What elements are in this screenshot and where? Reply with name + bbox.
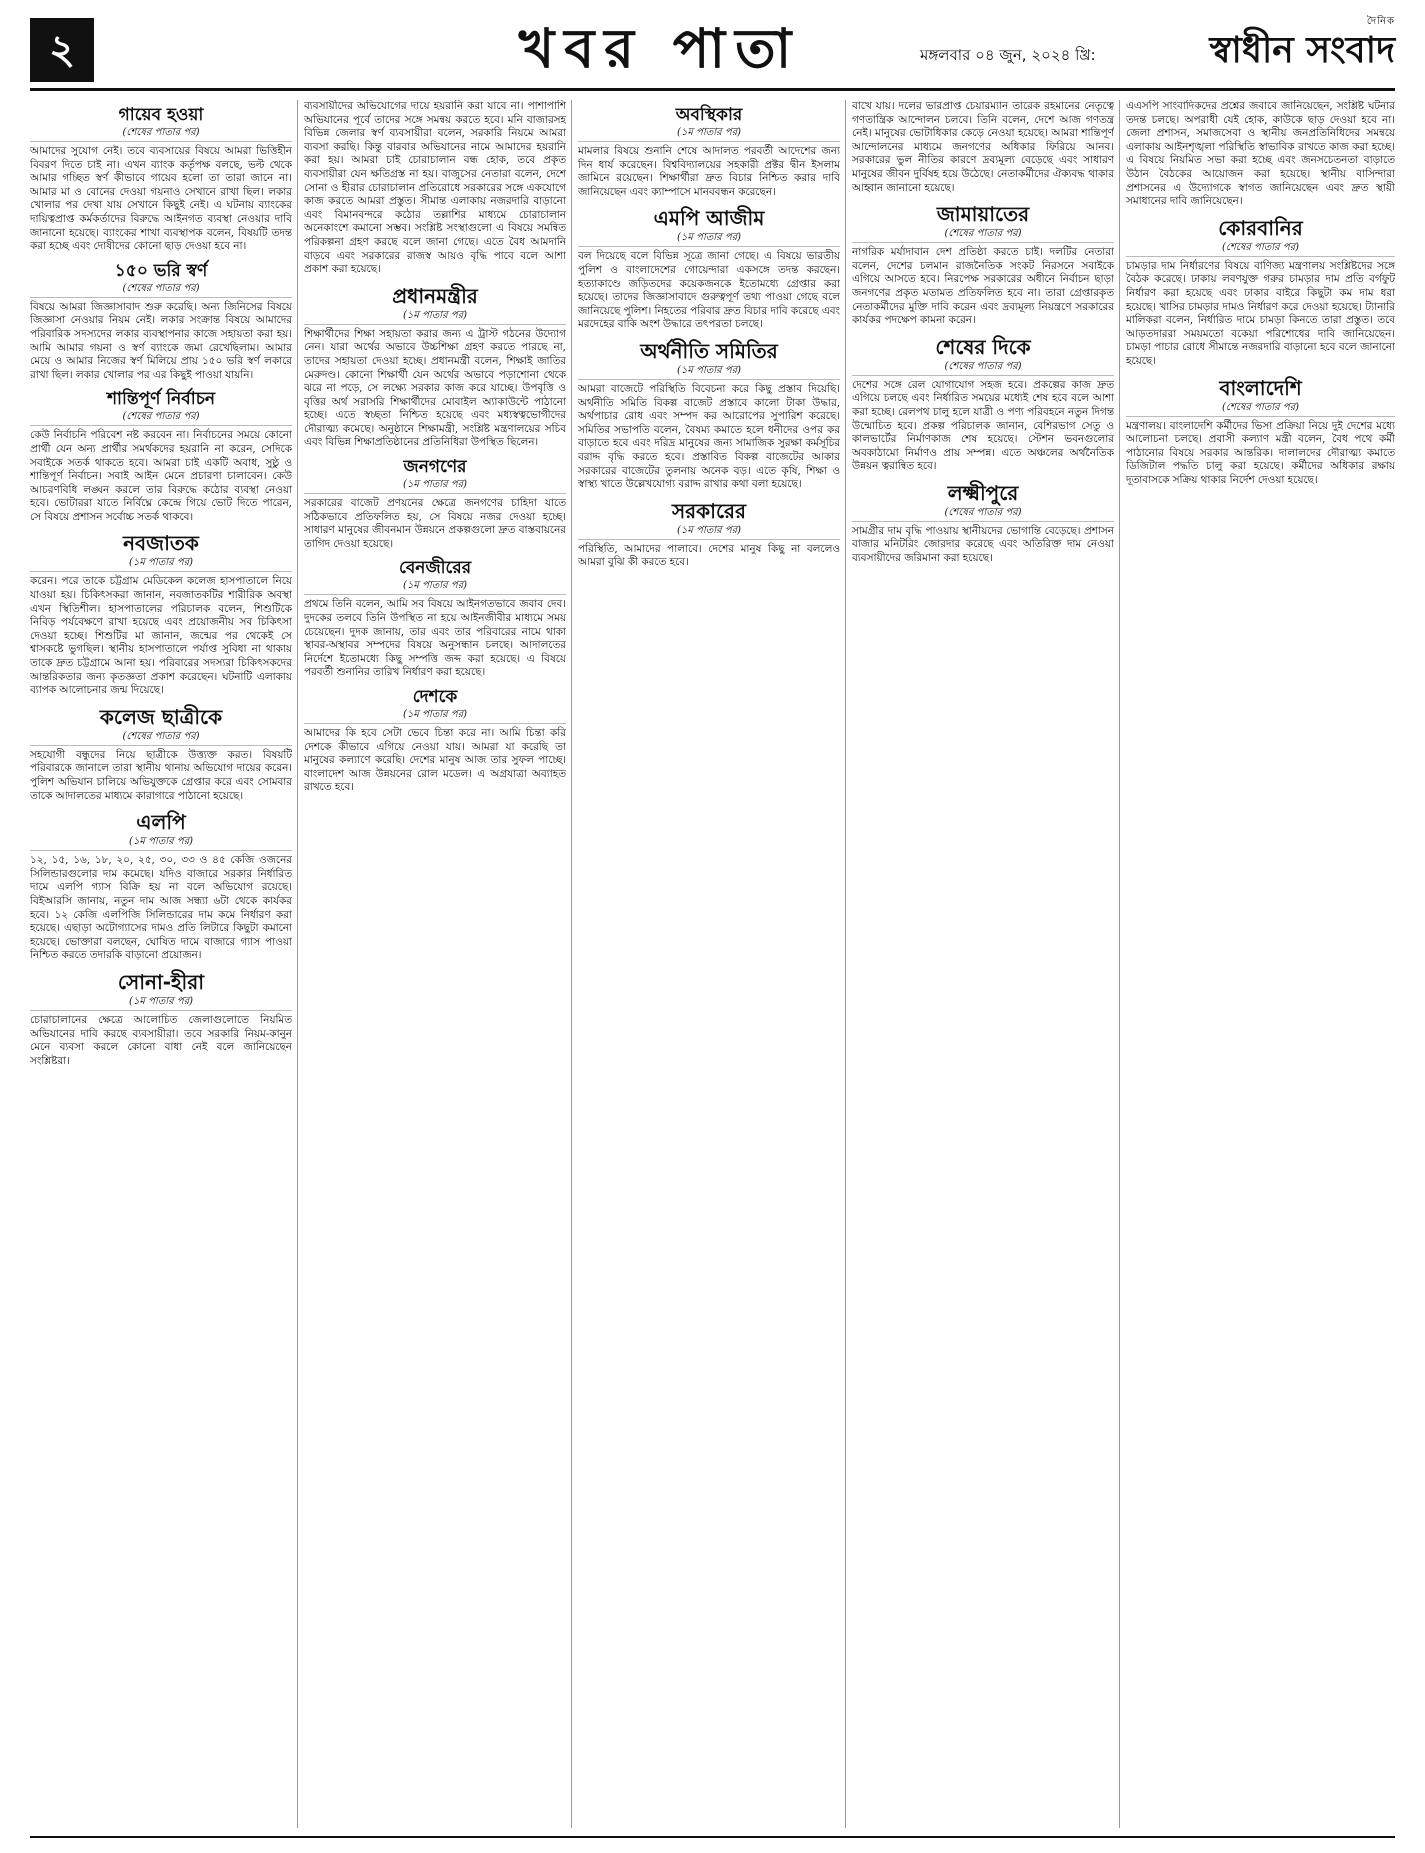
story-body: সহযোগী বন্ধুদের নিয়ে ছাত্রীকে উত্ত্যক্ত করত। বিষয়টি পরিবারকে জানালে তারা স্থানীয় থানায় অভিযোগ দায়ের করেন। পুলিশ অভিযান চালিয়ে অভিযুক্তকে গ্রেপ্তার করে এবং সোমবার তাকে আদালতের মাধ্যমে কারাগারে পাঠানো হয়েছে।: [30, 748, 292, 802]
story-heading: নবজাতক: [123, 531, 199, 556]
story-korbani: [1126, 215, 1395, 369]
story-heading: প্রধানমন্ত্রীর: [392, 283, 478, 308]
story-jump: (১ম পাতার পর): [30, 556, 292, 572]
story-top4: [852, 100, 1114, 195]
section-title: খবর পাতা: [518, 17, 802, 80]
story-body: সরকারের বাজেট প্রণয়নের ক্ষেত্রে জনগণের চাহিদা যাতে সঠিকভাবে প্রতিফলিত হয়, সে বিষয়ে নজর দেওয়া হচ্ছে। সাধারণ মানুষের জীবনমান উন্নয়নে প্রকল্পগুলো দ্রুত বাস্তবায়নের তাগিদ দেওয়া হয়েছে।: [304, 497, 566, 550]
story-top5: [1126, 100, 1395, 209]
story-body: মামলার বিষয়ে শুনানি শেষে আদালত পরবর্তী আদেশের জন্য দিন ধার্য করেছেন। বিশ্ববিদ্যালয়ের সহকারী প্রক্টর দ্বীন ইসলাম জামিনে রয়েছেন। শিক্ষার্থীরা দ্রুত বিচার নিশ্চিত করার দাবি জানিয়েছেন এবং ক্যাম্পাসে মানববন্ধন করেছেন।: [578, 145, 840, 198]
story-heading: জামায়াতের: [936, 202, 1030, 227]
column-4: [852, 100, 1114, 1828]
story-jump: (১ম পাতার পর): [304, 579, 566, 595]
story-heading: লক্ষ্মীপুরে: [947, 480, 1019, 505]
footer-rule: [30, 1836, 1395, 1838]
story-heading: সোনা-হীরা: [117, 969, 205, 994]
story-lpg: [30, 809, 292, 963]
story-shesh: [852, 334, 1114, 474]
story-jonogon: [304, 456, 566, 551]
story-jump: (শেষের পাতার পর): [1126, 241, 1395, 257]
column-divider: [571, 100, 572, 1828]
story-lokkhi: [852, 480, 1114, 566]
story-orthoniti: [578, 338, 840, 492]
column-divider: [1119, 100, 1120, 1828]
story-heading: শেষের দিকে: [935, 334, 1031, 359]
story-desh: [304, 686, 566, 795]
story-body: বল দিয়েছে বলে বিভিন্ন সূত্রে জানা গেছে। এ বিষয়ে ভারতীয় পুলিশ ও বাংলাদেশের গোয়েন্দারা একসঙ্গে তদন্ত করছেন। হত্যাকাণ্ডে জড়িতদের কয়েকজনকে ইতোমধ্যে গ্রেপ্তার করা হয়েছে। তাদের জিজ্ঞাসাবাদে গুরুত্বপূর্ণ তথ্য পাওয়া গেছে বলে জানিয়েছে পুলিশ। নিহতের পরিবার দ্রুত বিচার দাবি করেছে এবং মরদেহের বাকি অংশ উদ্ধারে তৎপরতা চলছে।: [578, 250, 840, 331]
story-bd-task: [304, 100, 566, 277]
story-jump: (শেষের পাতার পর): [30, 126, 292, 142]
brand-kicker: দৈনিক: [1366, 16, 1395, 27]
story-heading: শান্তিপূর্ণ নির্বাচন: [106, 389, 216, 410]
story-body: কেউ নির্বাচনি পরিবেশ নষ্ট করবেন না। নির্বাচনের সময়ে কোনো প্রার্থী যেন অন্য প্রার্থীর সমর্থকদের হয়রানি না করেন, সেদিকে সবাইকে সতর্ক থাকতে হবে। আমরা চাই একটি অবাধ, সুষ্ঠু ও শান্তিপূর্ণ নির্বাচন। সবাই আইন মেনে প্রচারণা চালাবেন। কেউ আচরণবিধি লঙ্ঘন করলে তার বিরুদ্ধে কঠোর ব্যবস্থা নেওয়া হবে। ভোটাররা যাতে নির্বিঘ্নে কেন্দ্রে গিয়ে ভোট দিতে পারেন, সে বিষয়ে প্রশাসন সর্বোচ্চ সতর্ক থাকবে।: [30, 429, 292, 523]
column-2: [304, 100, 566, 1828]
story-prodhan: [304, 283, 566, 450]
story-jump: (শেষের পাতার পর): [852, 506, 1114, 522]
story-swarna: [30, 260, 292, 383]
story-body: প্রথমে তিনি বলেন, আমি সব বিষয়ে আইনগতভাবে জবাব দেব। দুদকের তলবে তিনি উপস্থিত না হয়ে আইনজীবীর মাধ্যমে সময় চেয়েছেন। দুদক জানায়, তার এবং তার পরিবারের নামে থাকা স্থাবর-অস্থাবর সম্পদের বিষয়ে অনুসন্ধান চলছে। আদালতের নির্দেশে ইতোমধ্যে কিছু সম্পত্তি জব্দ করা হয়েছে। এ বিষয়ে পরবর্তী শুনানির তারিখ নির্ধারণ করা হয়েছে।: [304, 598, 566, 679]
story-body: চামড়ার দাম নির্ধারণের বিষয়ে বাণিজ্য মন্ত্রণালয় সংশ্লিষ্টদের সঙ্গে বৈঠক করেছে। ঢাকায় লবণযুক্ত গরুর চামড়ার দাম প্রতি বর্গফুট নির্ধারণ করা হয়েছে এবং ঢাকার বাইরে কিছুটা কম দাম ধরা হয়েছে। খাসির চামড়ার দামও নির্ধারণ করে দেওয়া হয়েছে। ট্যানারি মালিকরা বলেন, নির্ধারিত দামে চামড়া কিনতে তারা প্রস্তুত। তবে আড়তদাররা সময়মতো বকেয়া পরিশোধের দাবি জানিয়েছেন। চামড়া পাচার রোধে সীমান্তে নজরদারি বাড়ানো হবে বলে জানানো হয়েছে।: [1126, 259, 1395, 367]
story-heading: অর্থনীতি সমিতির: [640, 338, 778, 363]
story-heading: এমপি আজীম: [653, 206, 765, 231]
page-number-badge: ২: [30, 18, 94, 82]
story-heading: গায়েব হওয়া: [118, 105, 204, 125]
story-body: মন্ত্রণালয়। বাংলাদেশি কর্মীদের ভিসা প্রক্রিয়া নিয়ে দুই দেশের মধ্যে আলোচনা চলছে। প্রবাসী কল্যাণ মন্ত্রী বলেন, বৈধ পথে কর্মী পাঠানোর বিষয়ে সরকার আন্তরিক। দালালদের দৌরাত্ম্য কমাতে ডিজিটাল পদ্ধতি চালু করা হয়েছে। কর্মীদের অধিকার রক্ষায় দূতাবাসকে সক্রিয় থাকার নির্দেশ দেওয়া হয়েছে।: [1126, 419, 1395, 486]
story-sona: [30, 969, 292, 1068]
story-body: বিষয়ে আমরা জিজ্ঞাসাবাদ শুরু করেছি। অন্য জিনিসের বিষয়ে জিজ্ঞাসা নেওয়ার নিয়ম নেই। লকার সংক্রান্ত বিষয়ে আমাদের পরিবারিক সদস্যদের লকার ব্যবস্থাপনার কাজে সহায়তা করা হয়। আমি আমার গয়না ও স্বর্ণ ব্যাংকে জমা রেখেছিলাম। আমার মেয়ে ও আমার নিজের স্বর্ণ মিলিয়ে প্রায় ১৫০ ভরি স্বর্ণ লকারে রাখা ছিল। লকার খোলার পর এর কিছুই পাওয়া যায়নি।: [30, 300, 292, 381]
story-body: সামগ্রীর দাম বৃদ্ধি পাওয়ায় স্থানীয়দের ভোগান্তি বেড়েছে। প্রশাসন বাজার মনিটরিং জোরদার করেছে এবং অতিরিক্ত দাম নেওয়া ব্যবসায়ীদের জরিমানা করা হয়েছে।: [852, 524, 1114, 565]
story-jump: (শেষের পাতার পর): [30, 410, 292, 426]
story-body: দেশের সঙ্গে রেল যোগাযোগ সহজ হবে। প্রকল্পের কাজ দ্রুত এগিয়ে চলছে এবং নির্ধারিত সময়ের মধ্যেই শেষ হবে বলে আশা করা হচ্ছে। রেলপথ চালু হলে যাত্রী ও পণ্য পরিবহনে নতুন দিগন্ত উন্মোচিত হবে। প্রকল্প পরিচালক জানান, বেশিরভাগ সেতু ও কালভার্টের নির্মাণকাজ শেষ হয়েছে। স্টেশন ভবনগুলোর অবকাঠামো নির্মাণও প্রায় সম্পন্ন। এতে অঞ্চলের অর্থনৈতিক উন্নয়ন ত্বরান্বিত হবে।: [852, 378, 1114, 473]
story-jump: (১ম পাতার পর): [304, 708, 566, 724]
story-body: আমরা বাজেটে পরিস্থিতি বিবেচনা করে কিছু প্রস্তাব দিয়েছি। অর্থনীতি সমিতি বিকল্প বাজেট প্রস্তাবে কালো টাকা উদ্ধার, অর্থপাচার রোধ এবং সম্পদ কর আরোপের সুপারিশ করেছে। সমিতির সভাপতি বলেন, বৈষম্য কমাতে হলে ধনীদের ওপর কর বাড়াতে হবে এবং দরিদ্র মানুষের জন্য সামাজিক সুরক্ষা কর্মসূচির বরাদ্দ বৃদ্ধি করতে হবে। প্রস্তাবিত বিকল্প বাজেটের আকার সরকারের বাজেটের তুলনায় অনেক বড়। এতে কৃষি, শিক্ষা ও স্বাস্থ্য খাতে উল্লেখযোগ্য বরাদ্দ রাখার কথা বলা হয়েছে।: [578, 382, 840, 491]
story-body: আমাদের কি হবে সেটা ভেবে চিন্তা করে না। আমি চিন্তা করি দেশকে কীভাবে এগিয়ে নেওয়া যায়। আমরা যা করেছি তা মানুষের কল্যাণে করেছি। দেশের মানুষ আজ তার সুফল পাচ্ছে। বাংলাদেশ আজ উন্নয়নের রোল মডেল। এ অগ্রযাত্রা অব্যাহত রাখতে হবে।: [304, 727, 566, 794]
story-body: ব্যবসায়ীদের অভিযোগের দায়ে হয়রানি করা যাবে না। পাশাপাশি অভিযানের পূর্বে তাদের সঙ্গে সমন্বয় করতে হবে। মনি বাজারসহ বিভিন্ন জেলার স্বর্ণ ব্যবসায়ীরা বলেন, সরকারি নিয়মে আমরা ব্যবসা করছি। কিন্তু বারবার অভিযানের নামে আমাদের হয়রানি করা হয়। আমরা চাই চোরাচালান বন্ধ হোক, তবে প্রকৃত ব্যবসায়ীরা যেন ক্ষতিগ্রস্ত না হয়। বাজুসের নেতারা বলেন, দেশে সোনা ও হীরার চোরাচালান প্রতিরোধে সরকারের সঙ্গে একযোগে কাজ করতে আমরা প্রস্তুত। সীমান্ত এলাকায় নজরদারি বাড়ানো এবং বিমানবন্দরে কঠোর তল্লাশির মাধ্যমে চোরাচালান অনেকাংশে কমানো সম্ভব। সংশ্লিষ্ট সংস্থাগুলো এ বিষয়ে সমন্বিত পরিকল্পনা গ্রহণ করছে বলে জানা গেছে। এতে বৈধ আমদানি বাড়বে এবং সরকারের রাজস্ব আয়ও বৃদ্ধি পাবে বলে আশা প্রকাশ করা হয়েছে।: [304, 100, 566, 276]
story-body: আমাদের সুযোগ নেই। তবে ব্যবসায়ের বিষয়ে আমরা ভিত্তিহীন বিবরণ দিতে চাই না। এখন ব্যাংক কর্তৃপক্ষ বলছে, ভল্ট থেকে আমার গচ্ছিত স্বর্ণ কীভাবে গায়েব হলো তা তারা জানে না। আমার মা ও বোনের দেওয়া গয়নাও সেখানে রাখা ছিল। লকার খোলার পর দেখা যায় সেখানে কিছুই নেই। এ ঘটনায় ব্যাংকের দায়িত্বপ্রাপ্ত কর্মকর্তাদের বিরুদ্ধে আইনগত ব্যবস্থা নেওয়ার দাবি জানানো হয়েছে। ব্যাংকের শাখা ব্যবস্থাপক বলেন, বিষয়টি তদন্ত করা হচ্ছে এবং দোষীদের কোনো ছাড় দেওয়া হবে না।: [30, 145, 292, 253]
story-body: ১২, ১৫, ১৬, ১৮, ২০, ২৫, ৩০, ৩৩ ও ৪৫ কেজি ওজনের সিলিন্ডারগুলোর দাম কমেছে। যদিও বাজারে সরকার নির্ধারিত দামে এলপি গ্যাস বিক্রি হয় না বলে অভিযোগ রয়েছে। বিইআরসি জানায়, নতুন দাম আজ সন্ধ্যা ৬টা থেকে কার্যকর হবে। ১২ কেজি এলপিজি সিলিন্ডারের দাম কমে নির্ধারণ করা হয়েছে। এছাড়া অটোগ্যাসের দামও প্রতি লিটারে কিছুটা কমানো হয়েছে। ভোক্তারা বলছেন, ঘোষিত দামে বাজারে গ্যাস পাওয়া নিশ্চিত করতে তদারকি বাড়ানো প্রয়োজন।: [30, 854, 292, 962]
story-jump: (১ম পাতার পর): [30, 995, 292, 1011]
story-jump: (শেষের পাতার পর): [30, 282, 292, 298]
story-jump: (শেষের পাতার পর): [852, 360, 1114, 376]
column-divider: [845, 100, 846, 1828]
story-heading: বাংলাদেশি: [1219, 375, 1302, 400]
story-college: [30, 704, 292, 803]
story-shanti: [30, 388, 292, 524]
issue-date: মঙ্গলবার ০৪ জুন, ২০২৪ খ্রি:: [920, 46, 1096, 64]
story-heading: কোরবানির: [1218, 215, 1303, 240]
column-3: [578, 100, 840, 1828]
story-body: নাগরিক মর্যাদাবান দেশ প্রতিষ্ঠা করতে চাই। দলটির নেতারা বলেন, দেশের চলমান রাজনৈতিক সংকট নিরসনে সবাইকে এগিয়ে আসতে হবে। নিরপেক্ষ সরকারের অধীনে নির্বাচন ছাড়া জনগণের প্রকৃত মতামত প্রতিফলিত হবে না। তারা গ্রেপ্তারকৃত নেতাকর্মীদের মুক্তি দাবি করেন এবং দ্রব্যমূল্য নিয়ন্ত্রণে সরকারের কার্যকর পদক্ষেপ কামনা করেন।: [852, 246, 1114, 327]
story-jump: (শেষের পাতার পর): [852, 227, 1114, 243]
story-benojir: [304, 557, 566, 680]
story-jump: (শেষের পাতার পর): [1126, 401, 1395, 417]
story-body: চোরাচালানের ক্ষেত্রে আলোচিত জেলাগুলোতে নিয়মিত অভিযানের দাবি করছে ব্যবসায়ীরা। তবে সরকারি নিয়ম-কানুন মেনে ব্যবসা করলে কোনো বাধা নেই বলে জানিয়েছেন সংশ্লিষ্টরা।: [30, 1013, 292, 1067]
story-obosthikar: [578, 104, 840, 199]
story-sorkar: [578, 498, 840, 570]
story-jump: (১ম পাতার পর): [30, 835, 292, 851]
column-5: [1126, 100, 1395, 1828]
story-heading: জনগণের: [403, 457, 467, 478]
story-jump: (১ম পাতার পর): [578, 364, 840, 380]
column-1: [30, 100, 292, 1828]
story-body: এএসপি সাংবাদিকদের প্রশ্নের জবাবে জানিয়েছেন, সংশ্লিষ্ট ঘটনার তদন্ত চলছে। অপরাধী যেই হোক, কাউকে ছাড় দেওয়া হবে না। জেলা প্রশাসন, সমাজসেবা ও স্থানীয় জনপ্রতিনিধিদের সমন্বয়ে এলাকায় আইনশৃঙ্খলা পরিস্থিতি স্বাভাবিক রাখতে কাজ করা হচ্ছে। এ বিষয়ে নিয়মিত সভা করা হচ্ছে এবং জনসচেতনতা বাড়াতে উঠান বৈঠকের আয়োজন করা হয়েছে। স্থানীয় বাসিন্দারা প্রশাসনের এ উদ্যোগকে স্বাগত জানিয়েছেন এবং দ্রুত স্থায়ী সমাধানের দাবি জানিয়েছেন।: [1126, 100, 1395, 208]
story-body: পরিস্থিতি, আমাদের পালাবে। দেশের মানুষ কিছু না বললেও আমরা বুঝি কী করতে হবে।: [578, 542, 840, 569]
story-jump: (১ম পাতার পর): [578, 524, 840, 540]
story-heading: কলেজ ছাত্রীকে: [99, 704, 223, 729]
story-heading: দেশকে: [412, 687, 458, 707]
story-gayeb: [30, 104, 292, 254]
column-divider: [297, 100, 298, 1828]
story-heading: অবস্থিকার: [675, 105, 743, 125]
story-jump: (১ম পাতার পর): [578, 231, 840, 247]
masthead: [30, 14, 1395, 84]
story-heading: সরকারের: [671, 498, 747, 523]
brand-name: স্বাধীন সংবাদ: [1209, 30, 1395, 71]
story-body: বাখে যায়। দলের ভারপ্রাপ্ত চেয়ারম্যান তারেক রহমানের নেতৃত্বে গণতান্ত্রিক আন্দোলন চলবে। তিনি বলেন, দেশে আজ গণতন্ত্র নেই। মানুষের ভোটাধিকার কেড়ে নেওয়া হয়েছে। আমরা শান্তিপূর্ণ আন্দোলনের মাধ্যমে জনগণের অধিকার ফিরিয়ে আনব। সরকারের ভুল নীতির কারণে দ্রব্যমূল্য বেড়েছে এবং সাধারণ মানুষের জীবন দুর্বিষহ হয়ে উঠেছে। নেতাকর্মীদের ঐক্যবদ্ধ থাকার আহ্বান জানানো হয়েছে।: [852, 100, 1114, 194]
story-body: শিক্ষার্থীদের শিক্ষা সহায়তা করার জন্য এ ট্রাস্ট গঠনের উদ্যোগ নেন। যারা অর্থের অভাবে উচ্চশিক্ষা গ্রহণ করতে পারছে না, তাদের সহায়তা দেওয়া হচ্ছে। প্রধানমন্ত্রী বলেন, শিক্ষাই জাতির মেরুদণ্ড। কোনো শিক্ষার্থী যেন অর্থের অভাবে পড়াশোনা থেকে ঝরে না পড়ে, সে লক্ষ্যে সরকার কাজ করে যাচ্ছে। উপবৃত্তি ও বৃত্তির অর্থ সরাসরি শিক্ষার্থীদের মোবাইল অ্যাকাউন্টে পাঠানো হচ্ছে। এতে স্বচ্ছতা নিশ্চিত হয়েছে এবং মধ্যস্বত্বভোগীদের দৌরাত্ম্য কমেছে। অনুষ্ঠানে শিক্ষামন্ত্রী, সংশ্লিষ্ট মন্ত্রণালয়ের সচিব এবং বিভিন্ন শিক্ষাপ্রতিষ্ঠানের প্রতিনিধিরা উপস্থিত ছিলেন।: [304, 327, 566, 449]
story-body: করেন। পরে তাকে চট্টগ্রাম মেডিকেল কলেজ হাসপাতালে নিয়ে যাওয়া হয়। চিকিৎসকরা জানান, নবজাতকটির শারীরিক অবস্থা এখন স্থিতিশীল। হাসপাতালের পরিচালক বলেন, শিশুটিকে নিবিড় পর্যবেক্ষণে রাখা হয়েছে এবং প্রয়োজনীয় সব চিকিৎসা দেওয়া হচ্ছে। শিশুটির মা জানান, জন্মের পর থেকেই সে শ্বাসকষ্টে ভুগছিল। স্থানীয় হাসপাতালে পর্যাপ্ত সুবিধা না থাকায় তাকে দ্রুত চট্টগ্রামে আনা হয়। পরিবারের সদস্যরা চিকিৎসকদের আন্তরিকতার জন্য কৃতজ্ঞতা প্রকাশ করেছেন। ঘটনাটি এলাকায় ব্যাপক আলোচনার জন্ম দিয়েছে।: [30, 575, 292, 697]
story-mp: [578, 205, 840, 332]
story-nobojatok: [30, 530, 292, 697]
masthead-rule: [30, 88, 1395, 91]
newspaper-logo: [1209, 14, 1395, 71]
story-jamai: [852, 201, 1114, 328]
story-jump: (শেষের পাতার পর): [30, 730, 292, 746]
story-jump: (১ম পাতার পর): [578, 126, 840, 142]
story-jump: (১ম পাতার পর): [304, 478, 566, 494]
story-heading: এলপি: [136, 810, 186, 835]
story-bangladeshi: [1126, 375, 1395, 488]
story-heading: বেনজীরের: [398, 558, 472, 579]
story-heading: ১৫০ ভরি স্বর্ণ: [114, 260, 208, 281]
story-jump: (১ম পাতার পর): [304, 309, 566, 325]
